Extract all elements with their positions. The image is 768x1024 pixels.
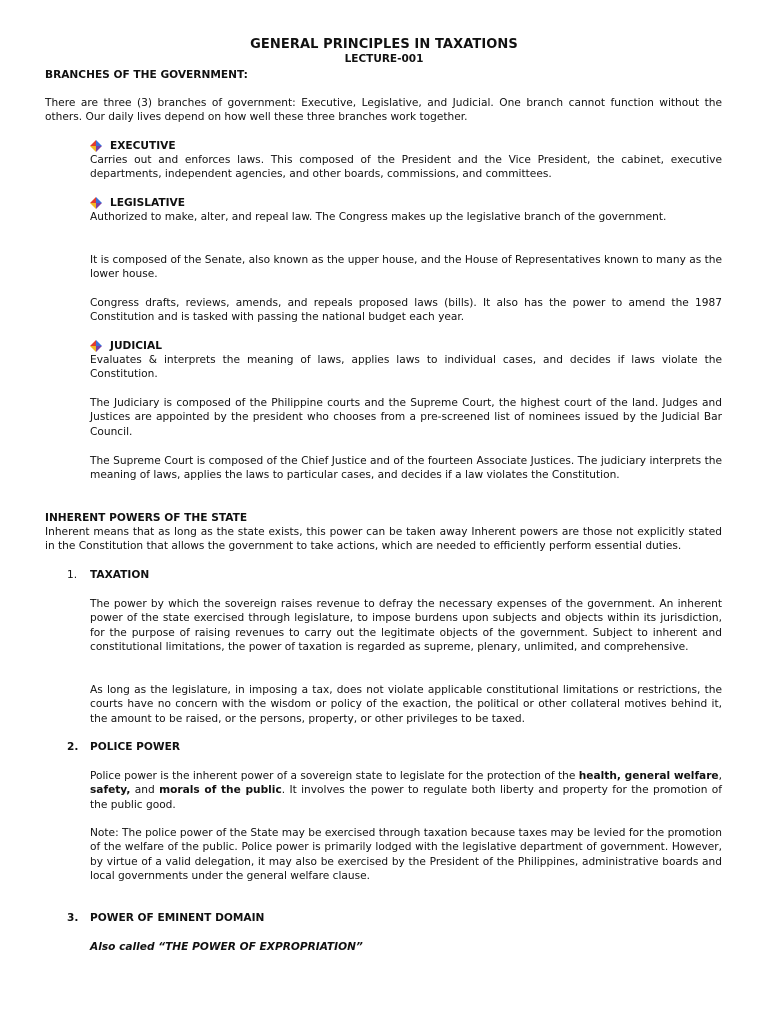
powers-intro: Inherent means that as long as the state exists, this power can be taken away Inherent powers are those not explicitly stated in the Constitution that allows the government to take actions, which are needed to efficiently perform essential duties.: [45, 526, 722, 553]
executive-paragraph: Carries out and enforces laws. This composed of the President and the Vice President, the cabinet, executive departments, independent agencies, and other boards, commissions, and committees.: [90, 154, 722, 181]
eminent-also-called: Also called “THE POWER OF EXPROPRIATION”: [90, 941, 363, 953]
legislative-paragraph-3: Congress drafts, reviews, amends, and repeals proposed laws (bills). It also has the power to amend the 1987 Constitution and is tasked with passing the national budget each year.: [90, 297, 722, 324]
powers-heading: INHERENT POWERS OF THE STATE: [45, 512, 248, 524]
legislative-item: [90, 196, 185, 210]
eminent-number: 3.: [67, 912, 79, 924]
document-title: GENERAL PRINCIPLES IN TAXATIONS: [250, 37, 518, 52]
four-color-diamond-bullet-icon: [90, 340, 102, 352]
taxation-paragraph-2: As long as the legislature, in imposing a tax, does not violate applicable constitutional limitations or restrictions, the courts have no concern with the wisdom or policy of the exaction, the political or other collateral motives behind it, the amount to be raised, or the persons, property, or other privileges to be taxed.: [90, 684, 722, 725]
legislative-paragraph-2: It is composed of the Senate, also known as the upper house, and the House of Representatives known to many as the lower house.: [90, 254, 722, 281]
taxation-number: 1.: [67, 569, 78, 581]
judicial-label: JUDICIAL: [110, 340, 162, 352]
judicial-paragraph-1: Evaluates & interprets the meaning of laws, applies laws to individual cases, and decides if laws violate the Constitution.: [90, 354, 722, 381]
lecture-number: LECTURE-001: [344, 53, 424, 65]
taxation-label: TAXATION: [90, 569, 150, 581]
police-paragraph-1: Police power is the inherent power of a sovereign state to legislate for the protection of the health, general welfare, safety, and morals of the public. It involves the power to regulate both liberty and property for the promotion of the public good.: [90, 770, 722, 811]
taxation-paragraph-1: The power by which the sovereign raises revenue to defray the necessary expenses of the government. An inherent power of the state exercised through legislature, to impose burdens upon subjects and objects within its jurisdiction, for the purpose of raising revenues to carry out the legitimate objects of the government. Subject to inherent and constitutional limitations, the power of taxation is regarded as supreme, plenary, unlimited, and comprehensive.: [90, 598, 722, 654]
legislative-label: LEGISLATIVE: [110, 197, 185, 209]
branches-heading: BRANCHES OF THE GOVERNMENT:: [45, 69, 248, 81]
four-color-diamond-bullet-icon: [90, 197, 102, 209]
executive-item: [90, 139, 176, 153]
eminent-label: POWER OF EMINENT DOMAIN: [90, 912, 265, 924]
police-number: 2.: [67, 741, 79, 753]
executive-label: EXECUTIVE: [110, 140, 176, 152]
judicial-item: [90, 339, 162, 353]
branches-intro: There are three (3) branches of government: Executive, Legislative, and Judicial. One branch cannot function without the others. Our daily lives depend on how well these three branches work together.: [45, 97, 722, 124]
judicial-paragraph-3: The Supreme Court is composed of the Chief Justice and of the fourteen Associate Justices. The judiciary interprets the meaning of laws, applies the laws to particular cases, and decides if a law violates the Constitution.: [90, 455, 722, 482]
four-color-diamond-bullet-icon: [90, 140, 102, 152]
police-paragraph-2: Note: The police power of the State may be exercised through taxation because taxes may be levied for the promotion of the welfare of the public. Police power is primarily lodged with the legislative department of government. However, by virtue of a valid delegation, it may also be exercised by the President of the Philippines, administrative boards and local governments under the general welfare clause.: [90, 827, 722, 883]
legislative-paragraph-1: Authorized to make, alter, and repeal law. The Congress makes up the legislative branch of the government.: [90, 211, 667, 223]
police-label: POLICE POWER: [90, 741, 181, 753]
judicial-paragraph-2: The Judiciary is composed of the Philippine courts and the Supreme Court, the highest court of the land. Judges and Justices are appointed by the president who chooses from a pre-screened list of nominees issued by the Judicial Bar Council.: [90, 397, 722, 438]
